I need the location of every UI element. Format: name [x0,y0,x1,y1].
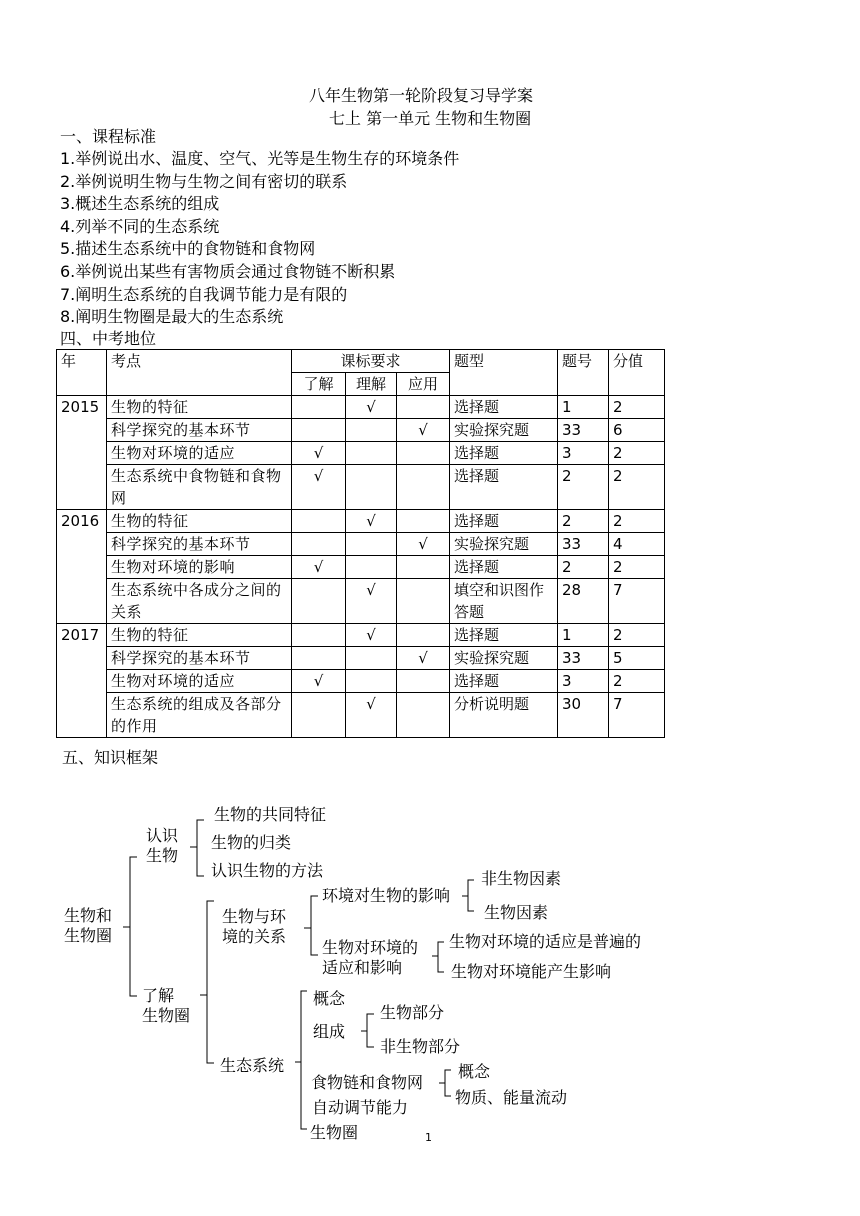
requirement-cell: √ [346,624,397,647]
map-chain-concept: 概念 [458,1062,491,1081]
type-cell: 选择题 [450,670,558,693]
map-self-regulation: 自动调节能力 [312,1098,409,1117]
number-cell: 33 [558,647,609,670]
score-cell: 2 [609,396,665,419]
number-cell: 3 [558,670,609,693]
map-classification: 生物的归类 [211,833,292,852]
requirement-cell: √ [292,556,346,579]
year-cell: 2015 [57,396,107,510]
topic-cell: 生态系统中食物链和食物网 [107,465,292,510]
type-cell: 选择题 [450,510,558,533]
standard-item: 2.举例说明生物与生物之间有密切的联系 [60,171,348,191]
topic-cell: 科学探究的基本环节 [107,533,292,556]
type-cell: 选择题 [450,442,558,465]
topic-cell: 科学探究的基本环节 [107,419,292,442]
score-cell: 4 [609,533,665,556]
header-score: 分值 [609,350,665,396]
score-cell: 6 [609,419,665,442]
map-root: 生物和 生物圈 [64,906,113,945]
type-cell: 实验探究题 [450,533,558,556]
topic-cell: 生物的特征 [107,624,292,647]
map-understand-biosphere: 了解 生物圈 [142,986,191,1025]
map-food-chain: 食物链和食物网 [311,1073,424,1092]
score-cell: 7 [609,579,665,624]
header-comprehend: 理解 [346,373,397,396]
topic-cell: 生态系统的组成及各部分的作用 [107,693,292,738]
map-energy-flow: 物质、能量流动 [455,1088,568,1107]
map-abiotic-part: 非生物部分 [380,1037,461,1056]
requirement-cell: √ [292,442,346,465]
section-heading: 一、课程标准 [60,127,157,146]
section-heading: 五、知识框架 [62,748,159,767]
header-year: 年 [57,350,107,396]
topic-cell: 生物的特征 [107,510,292,533]
map-biotic: 生物因素 [484,903,549,922]
map-know-organisms: 认识 生物 [146,826,179,865]
score-cell: 2 [609,556,665,579]
standard-item: 3.概述生态系统的组成 [60,194,220,214]
score-cell: 2 [609,442,665,465]
map-concept: 概念 [313,989,346,1008]
requirement-cell: √ [397,647,450,670]
type-cell: 填空和识图作答题 [450,579,558,624]
map-biotic-part: 生物部分 [380,1003,445,1022]
topic-cell: 科学探究的基本环节 [107,647,292,670]
type-cell: 分析说明题 [450,693,558,738]
requirement-cell: √ [397,533,450,556]
doc-title: 八年生物第一轮阶段复习导学案 [309,86,534,105]
header-question-number: 题号 [558,350,609,396]
score-cell: 2 [609,465,665,510]
map-composition: 组成 [313,1022,346,1041]
requirement-cell: √ [346,579,397,624]
requirement-cell: √ [292,670,346,693]
map-adaptation: 生物对环境的 适应和影响 [322,938,419,977]
year-cell: 2016 [57,510,107,624]
map-abiotic: 非生物因素 [481,869,562,888]
requirement-cell: √ [346,396,397,419]
map-common-features: 生物的共同特征 [214,805,327,824]
topic-cell: 生物的特征 [107,396,292,419]
topic-cell: 生物对环境的影响 [107,556,292,579]
standard-item: 4.列举不同的生态系统 [60,216,220,236]
score-cell: 7 [609,693,665,738]
number-cell: 33 [558,419,609,442]
number-cell: 2 [558,465,609,510]
map-ecosystem: 生态系统 [220,1056,285,1075]
map-methods: 认识生物的方法 [211,861,324,880]
score-cell: 5 [609,647,665,670]
standard-item: 7.阐明生态系统的自我调节能力是有限的 [60,284,348,304]
year-cell: 2017 [57,624,107,738]
number-cell: 3 [558,442,609,465]
type-cell: 选择题 [450,396,558,419]
requirement-cell: √ [397,419,450,442]
number-cell: 2 [558,510,609,533]
number-cell: 2 [558,556,609,579]
type-cell: 实验探究题 [450,647,558,670]
header-requirement: 课标要求 [292,350,450,373]
type-cell: 选择题 [450,556,558,579]
topic-cell: 生物对环境的适应 [107,670,292,693]
number-cell: 28 [558,579,609,624]
map-adapt-common: 生物对环境的适应是普遍的 [449,932,642,951]
requirement-cell: √ [346,510,397,533]
score-cell: 2 [609,670,665,693]
topic-cell: 生态系统中各成分之间的关系 [107,579,292,624]
type-cell: 实验探究题 [450,419,558,442]
score-cell: 2 [609,624,665,647]
standard-item: 1.举例说出水、温度、空气、光等是生物生存的环境条件 [60,149,460,168]
page-number: 1 [425,1131,432,1144]
type-cell: 选择题 [450,465,558,510]
standard-item: 5.描述生态系统中的食物链和食物网 [60,239,316,259]
requirement-cell: √ [292,465,346,510]
section-heading: 四、中考地位 [60,329,157,348]
score-cell: 2 [609,510,665,533]
map-organism-environment: 生物与环 境的关系 [222,907,287,946]
number-cell: 1 [558,396,609,419]
number-cell: 33 [558,533,609,556]
doc-subtitle: 七上 第一单元 生物和生物圈 [329,109,532,128]
number-cell: 30 [558,693,609,738]
header-understand: 了解 [292,373,346,396]
header-question-type: 题型 [450,350,558,396]
header-apply: 应用 [397,373,450,396]
type-cell: 选择题 [450,624,558,647]
standard-item: 6.举例说出某些有害物质会通过食物链不断积累 [60,262,396,281]
number-cell: 1 [558,624,609,647]
requirement-cell: √ [346,693,397,738]
header-topic: 考点 [107,350,292,396]
map-adapt-influence: 生物对环境能产生影响 [451,962,612,981]
topic-cell: 生物对环境的适应 [107,442,292,465]
map-biosphere: 生物圈 [310,1123,359,1142]
map-env-effect: 环境对生物的影响 [322,886,451,905]
standard-item: 8.阐明生物圈是最大的生态系统 [60,307,284,327]
